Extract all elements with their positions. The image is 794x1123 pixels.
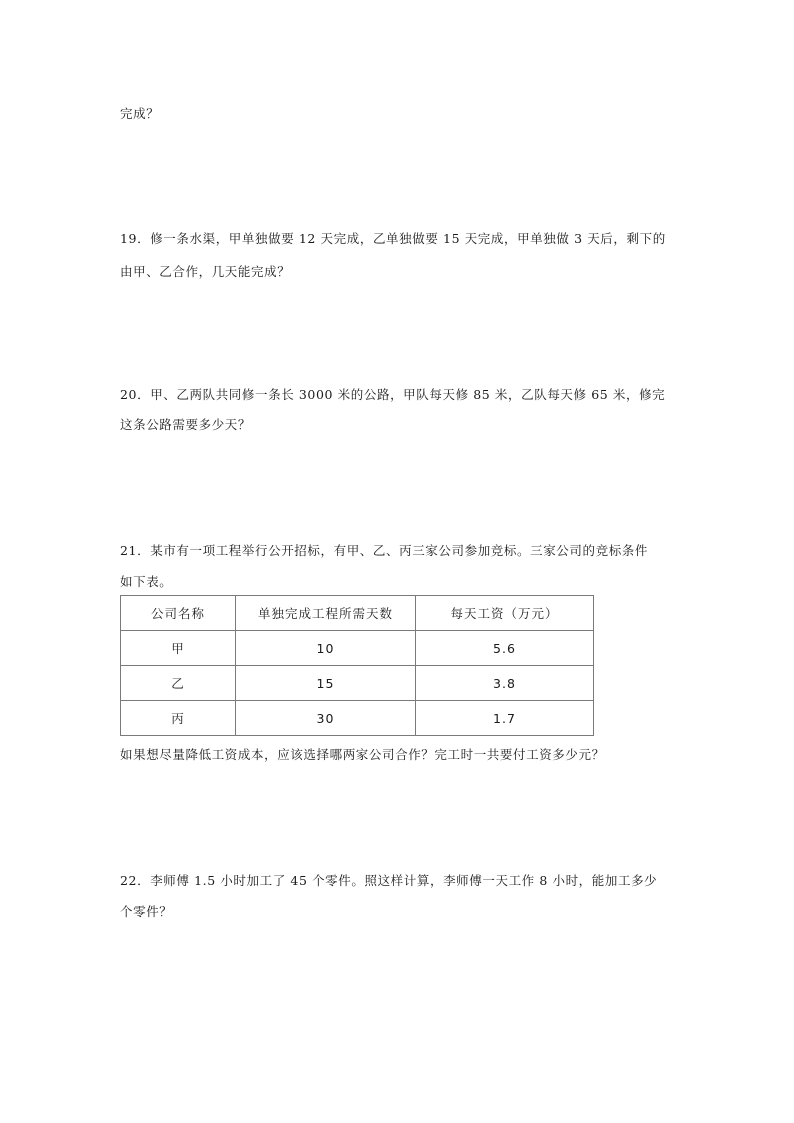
table-row (121, 701, 594, 736)
bid-conditions-table (120, 595, 594, 736)
question-22-line-1: 22．李师傅 1.5 小时加工了 45 个零件。照这样计算，李师傅一天工作 8 小时，能加工多少 (120, 873, 658, 888)
table-cell: 甲 (121, 631, 236, 666)
question-20-line-1: 20．甲、乙两队共同修一条长 3000 米的公路，甲队每天修 85 米，乙队每天修 65 米，修完 (120, 387, 666, 402)
previous-question-tail: 完成？ (120, 106, 160, 121)
table-cell: 10 (236, 631, 416, 666)
question-21-line-2: 如下表。 (120, 574, 173, 589)
question-19-line-2: 由甲、乙合作，几天能完成？ (120, 264, 291, 279)
table-cell: 15 (236, 666, 416, 701)
table-row (121, 631, 594, 666)
question-21-line-1: 21．某市有一项工程举行公开招标，有甲、乙、丙三家公司参加竞标。三家公司的竞标条件 (120, 543, 649, 558)
question-20-line-2: 这条公路需要多少天？ (120, 417, 252, 432)
table-cell: 乙 (121, 666, 236, 701)
table-header-row (121, 596, 594, 631)
question-22-line-2: 个零件？ (120, 904, 173, 919)
header-company-name: 公司名称 (121, 596, 236, 631)
table-cell: 1.7 (416, 701, 594, 736)
header-days-alone: 单独完成工程所需天数 (236, 596, 416, 631)
question-19-line-1: 19．修一条水渠，甲单独做要 12 天完成，乙单独做要 15 天完成，甲单独做 3 天后，剩下的 (120, 231, 666, 246)
table-row (121, 666, 594, 701)
question-21-followup: 如果想尽量降低工资成本，应该选择哪两家公司合作？完工时一共要付工资多少元？ (120, 747, 605, 762)
header-daily-wage: 每天工资（万元） (416, 596, 594, 631)
table-cell: 30 (236, 701, 416, 736)
table-cell: 5.6 (416, 631, 594, 666)
table-cell: 丙 (121, 701, 236, 736)
table-cell: 3.8 (416, 666, 594, 701)
